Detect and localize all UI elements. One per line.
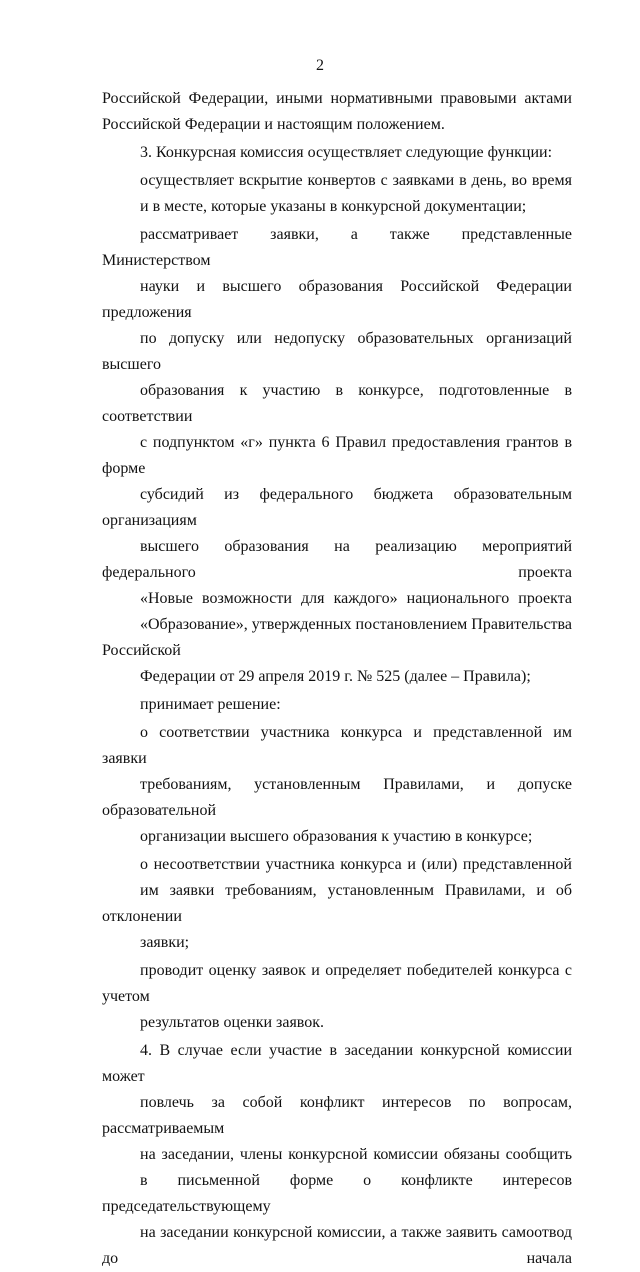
text-line: о соответствии участника конкурса и представленной им заявки [102,724,572,767]
text-line: 4. В случае если участие в заседании конкурсной комиссии может [102,1042,572,1085]
text-line: на заседании, члены конкурсной комиссии обязаны сообщить [140,1146,572,1163]
paragraph-evaluation [102,958,572,1036]
paragraph-item-4 [102,1038,572,1272]
text-line: осуществляет вскрытие конвертов с заявками в день, во время [140,172,572,189]
text-line: результатов оценки заявок. [140,1014,325,1031]
text-line: «Новые возможности для каждого» национального проекта [140,590,572,607]
text-line: Российской Федерации и настоящим положением. [102,116,445,133]
text-line: по допуску или недопуску образовательных организаций высшего [102,330,572,373]
text-line: о несоответствии участника конкурса и (или) представленной [140,856,572,873]
text-line: принимает решение: [140,696,281,713]
text-line: Федерации от 29 апреля 2019 г. № 525 (далее – Правила); [140,668,531,685]
document-body [102,86,572,1272]
text-line: в письменной форме о конфликте интересов председательствующему [102,1172,572,1215]
text-line: и в месте, которые указаны в конкурсной документации; [140,198,527,215]
page-number: 2 [316,57,324,74]
paragraph-noncompliance [102,852,572,956]
text-line: организации высшего образования к участию в конкурсе; [140,828,533,845]
paragraph-compliance [102,720,572,850]
text-line: Российской Федерации, иными нормативными правовыми актами [102,90,572,107]
text-line: высшего образования на реализацию мероприятий федерального проекта [102,538,572,581]
text-line: 3. Конкурсная комиссия осуществляет следующие функции: [140,144,553,161]
text-line: проводит оценку заявок и определяет победителей конкурса с учетом [102,962,572,1005]
text-line: рассматривает заявки, а также представленные Министерством [102,226,572,269]
paragraph-continuation [102,86,572,138]
text-line: требованиям, установленным Правилами, и допуске образовательной [102,776,572,819]
text-line: субсидий из федерального бюджета образовательным организациям [102,486,572,529]
text-line: науки и высшего образования Российской Федерации предложения [102,278,572,321]
paragraph-item-3 [102,140,572,166]
text-line: «Образование», утвержденных постановлением Правительства Российской [102,616,572,659]
paragraph-function-opening [102,168,572,220]
text-line: повлечь за собой конфликт интересов по вопросам, рассматриваемым [102,1094,572,1137]
text-line: заявки; [140,934,190,951]
text-line: им заявки требованиям, установленным Правилами, и об отклонении [102,882,572,925]
text-line: образования к участию в конкурсе, подготовленные в соответствии [102,382,572,425]
text-line: на заседании конкурсной комиссии, а также заявить самоотвод до начала [102,1224,572,1267]
text-line: с подпунктом «г» пункта 6 Правил предоставления грантов в форме [102,434,572,477]
paragraph-decision [102,692,572,718]
paragraph-function-review [102,222,572,690]
